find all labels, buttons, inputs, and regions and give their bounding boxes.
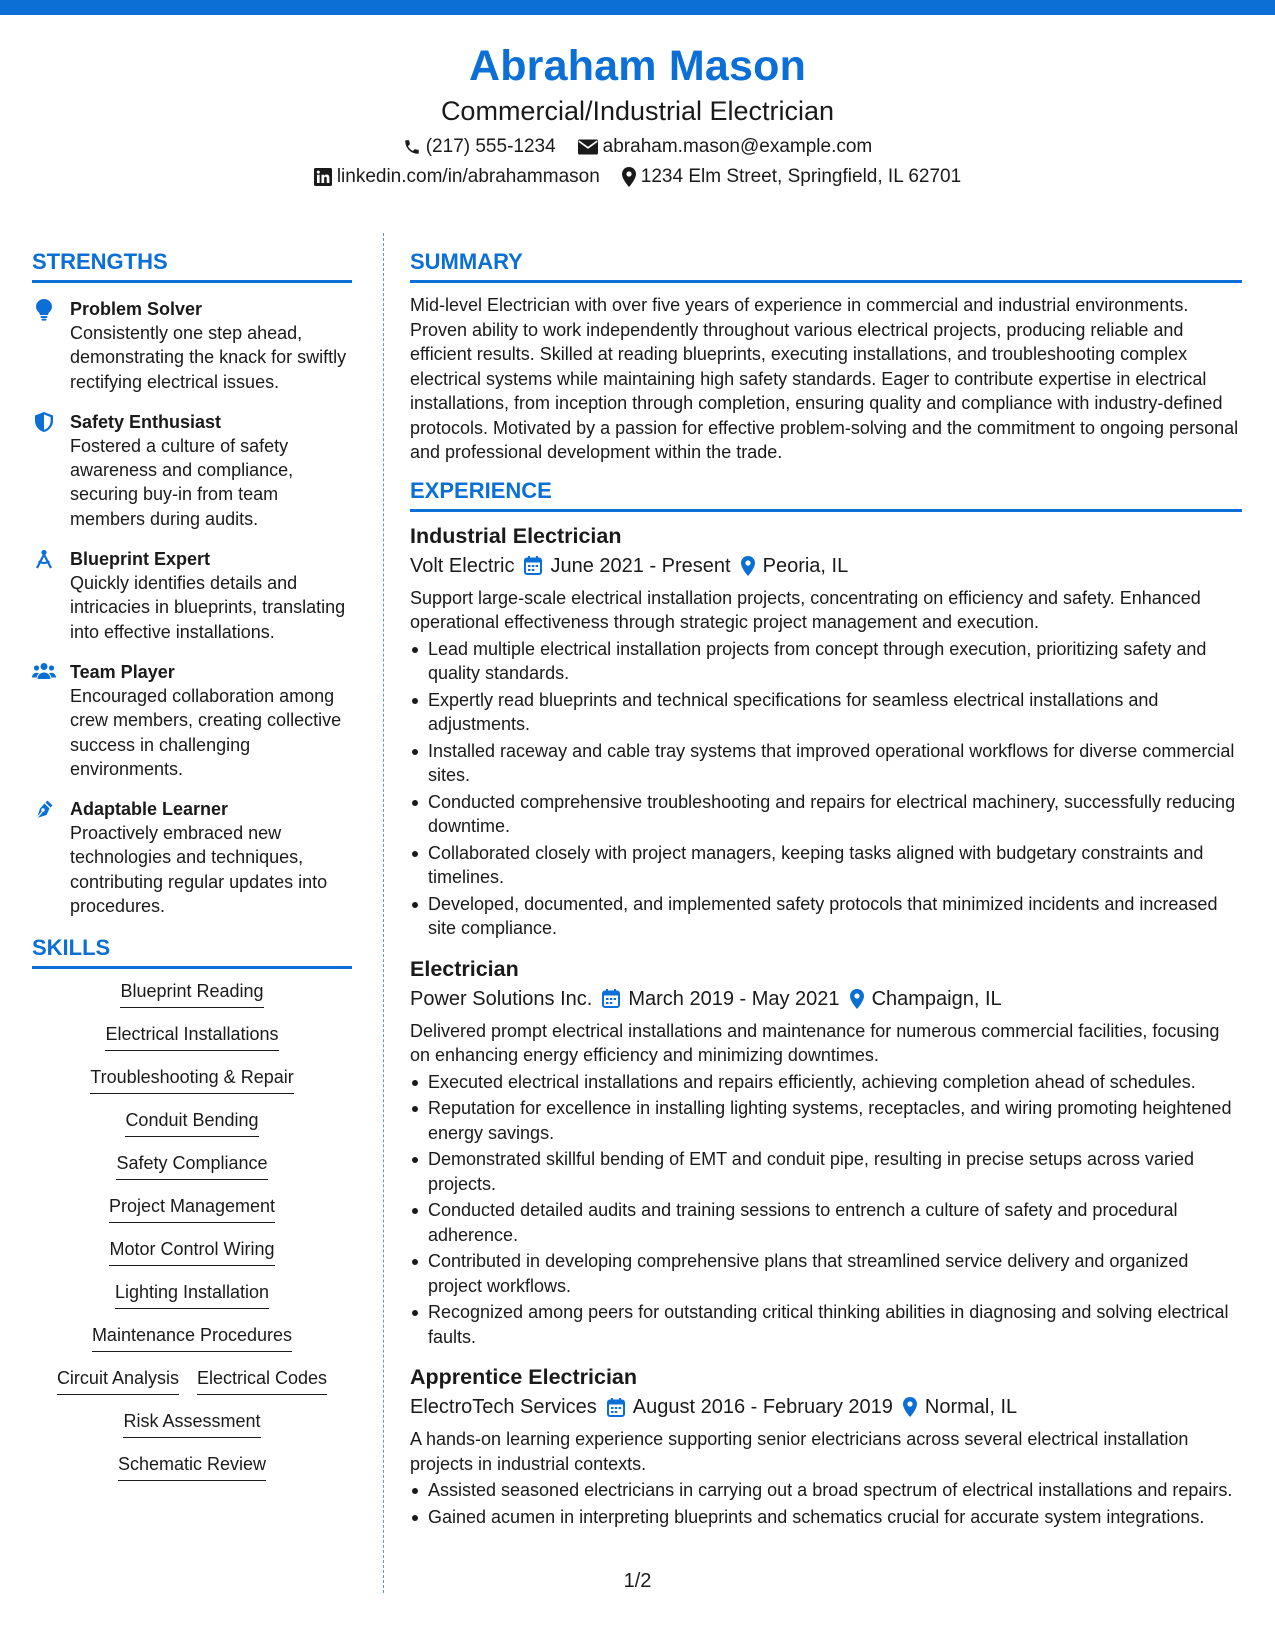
linkedin-text[interactable]: linkedin.com/in/abrahammason — [336, 166, 600, 187]
contact-row-1 — [0, 134, 1275, 160]
job-dates: August 2016 - February 2019 — [632, 1396, 893, 1418]
job-title: Electrician — [410, 956, 519, 981]
job-entry — [410, 522, 1242, 941]
strength-item — [32, 797, 352, 918]
bullet-item: Conducted detailed audits and training sessions to entrench a culture of safety and procedural adherence. — [410, 1198, 1242, 1247]
shield-icon — [35, 412, 53, 432]
bullet-item: Executed electrical installations and repairs efficiently, achieving completion ahead of schedules. — [410, 1070, 1242, 1095]
job-location: Peoria, IL — [762, 554, 849, 577]
skill-tag: Blueprint Reading — [120, 979, 263, 1008]
phone-text: (217) 555-1234 — [425, 136, 556, 157]
skill-tag: Circuit Analysis — [57, 1366, 179, 1395]
bullet-item: Lead multiple electrical installation projects from concept through execution, prioritizing safety and quality standards. — [410, 637, 1242, 686]
summary-heading: SUMMARY — [410, 248, 1242, 283]
experience-section — [410, 477, 1242, 1530]
linkedin-contact[interactable] — [314, 164, 600, 190]
email-text[interactable]: abraham.mason@example.com — [602, 136, 873, 157]
bullet-item: Demonstrated skillful bending of EMT and conduit pipe, resulting in precise setups across varied projects. — [410, 1147, 1242, 1196]
skill-tag: Project Management — [109, 1194, 275, 1223]
skill-tag: Lighting Installation — [115, 1280, 269, 1309]
job-description: Support large-scale electrical installation projects, concentrating on efficiency and safety. Enhanced operational effectiveness through strategic project management and execution. — [410, 587, 1201, 632]
phone-contact — [403, 134, 556, 160]
strength-desc: Quickly identifies details and intricacies in blueprints, translating into effective installations. — [70, 573, 346, 642]
bullet-item: Conducted comprehensive troubleshooting and repairs for electrical machinery, successfully reducing downtime. — [410, 790, 1242, 839]
bullet-item: Gained acumen in interpreting blueprints and schematics crucial for accurate system integrations. — [410, 1505, 1242, 1530]
skills-list — [32, 979, 352, 1495]
skills-section — [32, 934, 352, 1495]
left-column — [32, 248, 352, 1495]
skills-heading: SKILLS — [32, 934, 352, 969]
top-accent-bar — [0, 0, 1275, 15]
job-description: A hands-on learning experience supporting senior electricians across several electrical installation projects in industrial contexts. — [410, 1429, 1189, 1474]
job-company: Volt Electric — [410, 554, 515, 577]
bullet-item: Developed, documented, and implemented safety protocols that minimized incidents and increased site compliance. — [410, 892, 1242, 941]
bullet-item: Expertly read blueprints and technical specifications for seamless electrical installations and adjustments. — [410, 688, 1242, 737]
strength-desc: Fostered a culture of safety awareness and compliance, securing buy-in from team members during audits. — [70, 435, 294, 529]
job-dates: March 2019 - May 2021 — [628, 987, 840, 1010]
skill-tag: Troubleshooting & Repair — [90, 1065, 293, 1094]
strength-title: Team Player — [70, 661, 175, 682]
job-bullets — [410, 637, 1242, 941]
job-company: Power Solutions Inc. — [410, 987, 593, 1010]
resume-header — [0, 40, 1275, 190]
calendar-icon — [524, 556, 542, 575]
strength-item — [32, 547, 352, 644]
strength-item — [32, 660, 352, 781]
job-entry — [410, 1363, 1242, 1529]
envelope-icon — [578, 139, 598, 155]
skill-tag: Electrical Installations — [105, 1022, 278, 1051]
job-location: Normal, IL — [924, 1396, 1018, 1418]
calendar-icon — [602, 989, 620, 1008]
bullet-item: Reputation for excellence in installing lighting systems, receptacles, and wiring promoting heightened energy savings. — [410, 1096, 1242, 1145]
skill-tag: Motor Control Wiring — [109, 1237, 274, 1266]
address-text: 1234 Elm Street, Springfield, IL 62701 — [640, 166, 962, 187]
strength-desc: Proactively embraced new technologies and techniques, contributing regular updates into procedures. — [70, 823, 328, 917]
job-entry — [410, 955, 1242, 1350]
bullet-item: Assisted seasoned electricians in carrying out a broad spectrum of electrical installations and repairs. — [410, 1478, 1242, 1503]
job-meta — [410, 551, 1242, 581]
strength-item — [32, 297, 352, 394]
job-bullets — [410, 1478, 1242, 1529]
job-dates: June 2021 - Present — [550, 554, 731, 577]
map-pin-icon — [903, 1397, 917, 1417]
strength-desc: Consistently one step ahead, demonstrating the knack for swiftly rectifying electrical issues. — [70, 323, 347, 392]
job-bullets — [410, 1070, 1242, 1350]
strength-title: Blueprint Expert — [70, 549, 211, 570]
job-title: Industrial Electrician — [410, 523, 622, 548]
skill-tag: Conduit Bending — [125, 1108, 258, 1137]
map-pin-icon — [741, 556, 755, 576]
pen-nib-icon — [34, 799, 54, 819]
strength-title: Problem Solver — [70, 299, 203, 319]
skill-tag: Electrical Codes — [197, 1366, 327, 1395]
skill-tag: Safety Compliance — [116, 1151, 267, 1180]
skill-tag: Maintenance Procedures — [92, 1323, 292, 1352]
phone-icon — [403, 138, 421, 156]
skill-tag: Risk Assessment — [123, 1409, 260, 1438]
strengths-list — [32, 297, 352, 918]
job-company: ElectroTech Services — [410, 1396, 597, 1418]
strength-item — [32, 410, 352, 531]
contact-row-2 — [0, 164, 1275, 190]
strength-desc: Encouraged collaboration among crew members, creating collective success in challenging environments. — [70, 685, 342, 779]
skill-tag: Schematic Review — [118, 1452, 266, 1481]
summary-text: Mid-level Electrician with over five years of experience in commercial and industrial environments. Proven ability to work independently throughout various electrical projects, producing reliable and efficient results. Skilled at reading blueprints, executing installations, and troubleshooting complex electrical systems while maintaining high safety standards. Eager to contribute expertise in electrical installations, from inception through completion, ensuring quality and compliance with industry-defined protocols. Motivated by a passion for effective problem-solving and the commitment to ongoing personal and professional development within the trade. — [410, 295, 1239, 462]
column-divider — [383, 233, 384, 1593]
strength-title: Adaptable Learner — [70, 799, 229, 820]
users-icon — [32, 662, 56, 680]
right-column — [410, 248, 1242, 1531]
bullet-item: Installed raceway and cable tray systems that improved operational workflows for diverse commercial sites. — [410, 739, 1242, 788]
candidate-name: Abraham Mason — [468, 42, 807, 90]
experience-heading: EXPERIENCE — [410, 477, 1242, 512]
address-contact — [622, 164, 961, 190]
email-contact[interactable] — [578, 134, 873, 160]
job-meta — [410, 1392, 1242, 1422]
job-description: Delivered prompt electrical installations and maintenance for numerous commercial facilities, focusing on enhancing energy efficiency and minimizing downtimes. — [410, 1020, 1220, 1065]
bullet-item: Contributed in developing comprehensive plans that streamlined service delivery and organized project workflows. — [410, 1249, 1242, 1298]
candidate-title: Commercial/Industrial Electrician — [440, 96, 835, 126]
lightbulb-icon — [36, 299, 52, 321]
bullet-item: Collaborated closely with project managers, keeping tasks aligned with budgetary constraints and timelines. — [410, 841, 1242, 890]
bullet-item: Recognized among peers for outstanding critical thinking abilities in diagnosing and solving electrical faults. — [410, 1300, 1242, 1349]
strength-title: Safety Enthusiast — [70, 411, 222, 432]
job-meta — [410, 984, 1242, 1014]
map-pin-icon — [850, 989, 864, 1009]
calendar-icon — [607, 1398, 625, 1417]
job-location: Champaign, IL — [871, 987, 1002, 1010]
page-number: 1/2 — [623, 1570, 652, 1592]
map-pin-icon — [622, 167, 636, 187]
linkedin-icon — [314, 168, 332, 186]
job-title: Apprentice Electrician — [410, 1365, 638, 1389]
strengths-heading: STRENGTHS — [32, 248, 352, 283]
compass-drafting-icon — [34, 549, 54, 569]
